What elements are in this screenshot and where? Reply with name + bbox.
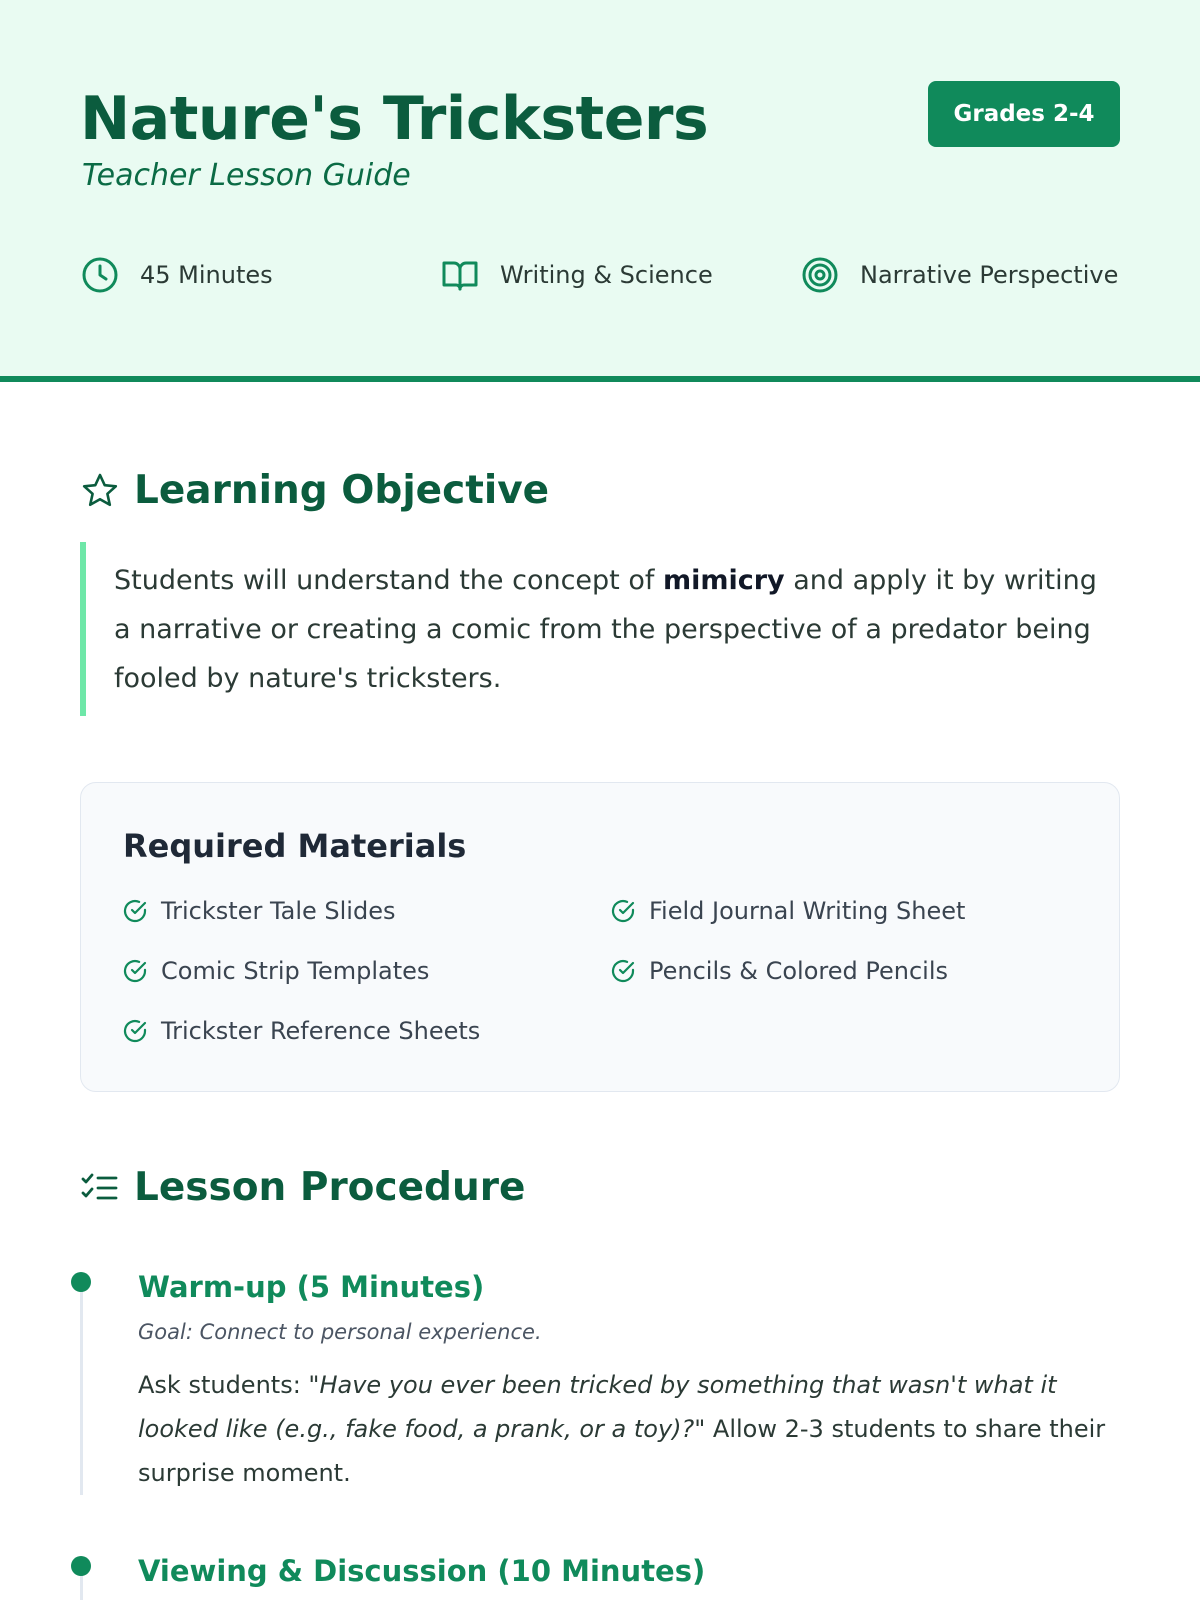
meta-subject <box>440 255 713 295</box>
material-label: Pencils & Colored Pencils <box>649 957 948 985</box>
step-body <box>138 1363 1128 1495</box>
meta-duration-label: 45 Minutes <box>140 261 273 289</box>
procedure-title: Lesson Procedure <box>134 1165 526 1210</box>
material-label: Trickster Reference Sheets <box>161 1017 481 1045</box>
timeline-dot <box>71 1272 91 1292</box>
step-title-warmup: Warm-up (5 Minutes) <box>138 1270 485 1304</box>
step-body-suffix: Allow 2-3 students to share their surprise moment. <box>138 1415 1106 1487</box>
check-circle-icon <box>609 897 637 925</box>
grade-badge: Grades 2-4 <box>928 81 1120 147</box>
check-circle-icon <box>121 957 149 985</box>
material-label: Trickster Tale Slides <box>161 897 396 925</box>
step-goal: Goal: Connect to personal experience. <box>138 1320 542 1344</box>
meta-focus-label: Narrative Perspective <box>860 261 1119 289</box>
material-label: Comic Strip Templates <box>161 957 430 985</box>
materials-title: Required Materials <box>123 827 467 865</box>
objective-keyword: mimicry <box>662 565 785 596</box>
objective-text-end: and apply it by writing a narrative or creating a comic from the perspective of a predator being fooled by nature's tricksters. <box>114 565 1097 694</box>
meta-focus <box>800 255 1118 295</box>
meta-duration <box>80 255 273 295</box>
page-title: Nature's Tricksters <box>80 84 709 154</box>
material-item <box>609 897 965 925</box>
objective-heading <box>80 468 549 513</box>
material-item <box>121 897 395 925</box>
materials-card <box>80 782 1120 1092</box>
meta-subject-label: Writing & Science <box>500 261 713 289</box>
objective-block <box>80 542 1120 716</box>
objective-title: Learning Objective <box>134 468 550 513</box>
step-body-quote: "Have you ever been tricked by something that wasn't what it looked like (e.g., fake food, a prank, or a toy)?" <box>138 1371 1057 1443</box>
star-icon <box>80 471 120 511</box>
material-item <box>609 957 948 985</box>
material-item <box>121 1017 480 1045</box>
target-icon <box>800 255 840 295</box>
material-label: Field Journal Writing Sheet <box>649 897 966 925</box>
step-title-viewing: Viewing & Discussion (10 Minutes) <box>138 1554 706 1588</box>
check-circle-icon <box>121 897 149 925</box>
step-body-prefix: Ask students: <box>138 1371 309 1399</box>
lesson-header <box>0 0 1200 382</box>
clock-icon <box>80 255 120 295</box>
book-icon <box>440 255 480 295</box>
check-circle-icon <box>121 1017 149 1045</box>
page-subtitle: Teacher Lesson Guide <box>82 158 411 193</box>
check-circle-icon <box>609 957 637 985</box>
objective-text-start: Students will understand the concept of <box>114 565 663 596</box>
material-item <box>121 957 429 985</box>
timeline-dot <box>71 1556 91 1576</box>
timeline-connector <box>80 1290 83 1495</box>
checklist-icon <box>80 1168 120 1208</box>
procedure-heading <box>80 1165 525 1210</box>
